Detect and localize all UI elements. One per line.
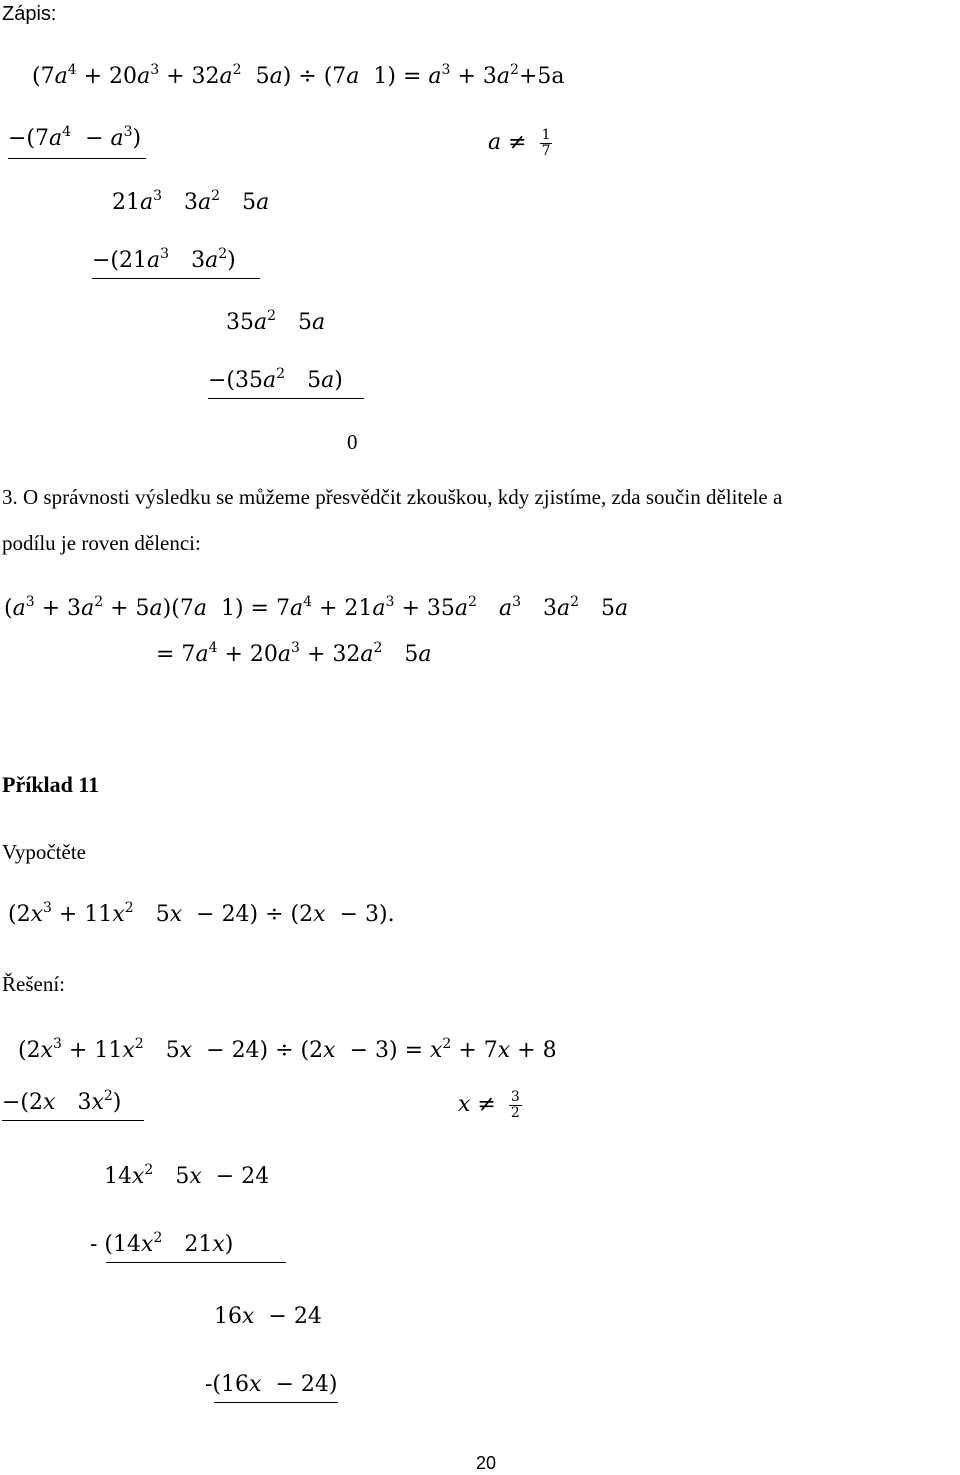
task-expression: ($2x^3 + 11x^2$ 5x − 24) ÷ (2x − 3). <box>8 900 395 927</box>
subtraction-x-row-3: -(16x − 24) <box>205 1372 338 1397</box>
division-equation-a: ($7a^4 + 20a^3 + 32a^2$ 5a) ÷ (7a $1) = a^3 + 3a^2+5a$ <box>32 62 565 89</box>
subtraction-row-2: $-(21a^3$ $3a^2$) <box>92 246 236 273</box>
division-x-rule-3 <box>214 1402 338 1403</box>
fraction-three-halves: $\frac{3}{2}$ <box>510 1089 520 1121</box>
heading-zapis: Zápis: <box>2 3 57 25</box>
check-paragraph-line-2: podílu je roven dělenci: <box>2 531 201 555</box>
division-rule-3 <box>208 398 364 399</box>
page-number: 20 <box>476 1453 497 1473</box>
check-paragraph-line-1: 3. O správnosti výsledku se můžeme přesvědčit zkouškou, kdy zjistíme, zda součin dělitele a <box>2 485 783 509</box>
fraction-one-seventh: $\frac{1}{7}$ <box>541 127 551 159</box>
remainder-row-2: $35a^2$ 5a <box>226 308 326 335</box>
condition-a: a ≠ $\frac{1}{7}$ <box>488 127 551 159</box>
division-rule-1 <box>8 158 146 159</box>
remainder-zero: 0 <box>347 430 358 454</box>
check-equation-line-1: $(a^3 + 3a^2 + 5a)(7a$ $1) = 7a^4 + 21a^3 + 35a^2$ $a^3$ $3a^2$ 5a <box>4 594 629 621</box>
division-equation-x: ($2x^3 + 11x^2$ $5x - 24) \div (2x - 3) = x^2 + 7x + 8$ <box>18 1036 557 1063</box>
example-title: Příklad 11 <box>2 772 100 797</box>
solution-label: Řešení: <box>2 972 65 996</box>
subtraction-row-3: $-(35a^2$ 5a) <box>208 366 343 393</box>
remainder-x-row-1: $14x^2$ 5x − 24 <box>104 1162 270 1189</box>
subtraction-x-row-1: −(2x $3x^2$) <box>2 1088 122 1115</box>
subtraction-row-1: $-(7a^4 - a^3)$ <box>8 124 142 151</box>
subtraction-x-row-2: - ($14x^2$ 21x) <box>90 1230 234 1257</box>
condition-x: x ≠ $\frac{3}{2}$ <box>458 1089 520 1121</box>
division-rule-2 <box>92 278 260 279</box>
remainder-x-row-2: 16x − 24 <box>214 1304 322 1329</box>
check-equation-line-2: = $7a^4 + 20a^3 + 32a^2$ 5a <box>156 640 432 667</box>
division-x-rule-1 <box>2 1120 144 1121</box>
task-label: Vypočtěte <box>2 840 86 864</box>
division-x-rule-2 <box>106 1262 286 1263</box>
remainder-row-1: $21a^3$ $3a^2$ 5a <box>112 188 270 215</box>
